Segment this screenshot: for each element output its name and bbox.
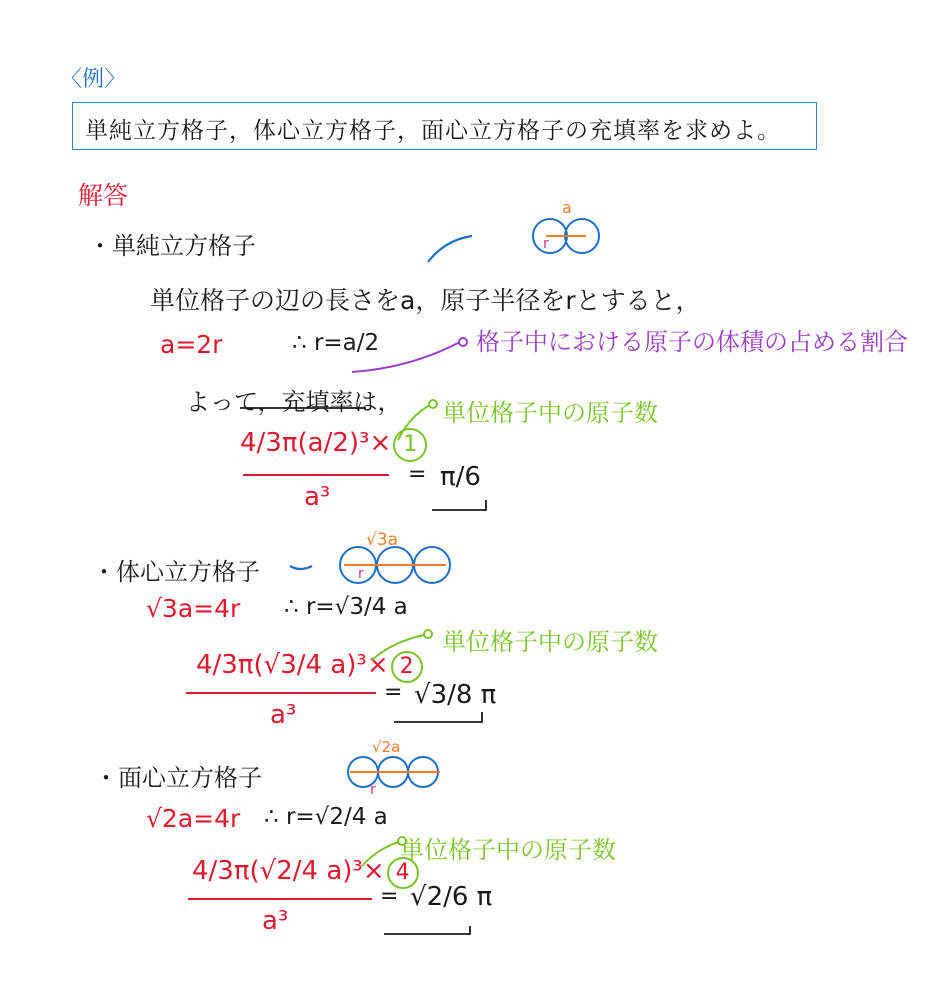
sc-note-atoms: 単位格子中の原子数 — [442, 399, 658, 427]
bcc-numerator-expr: 4/3π(√3/4 a)³× — [196, 650, 389, 680]
sc-numerator-expr: 4/3π(a/2)³× — [240, 428, 392, 458]
fcc-green-arrow — [362, 842, 398, 866]
sc-intro: 単位格子の辺の長さをa，原子半径をrとすると， — [150, 286, 701, 315]
bcc-result: √3/8 π — [414, 680, 497, 710]
fcc-heading: ・面心立方格子 — [94, 764, 262, 792]
fcc-result: √2/6 π — [410, 882, 493, 912]
bcc-note-atoms: 単位格子中の原子数 — [442, 628, 658, 656]
fcc-result-underline — [384, 926, 470, 934]
fcc-diagram-r-label: r — [370, 782, 376, 798]
fcc-denominator: a³ — [262, 906, 289, 936]
sc-green-arrow — [398, 405, 430, 440]
fcc-atoms-count: 4 — [387, 857, 419, 889]
sc-diagram-a-label: a — [562, 198, 572, 217]
bcc-atoms-count: 2 — [391, 651, 423, 683]
bcc-diagram-r-label: r — [358, 566, 364, 582]
sc-denominator: a³ — [304, 482, 331, 512]
fcc-note-atoms: 単位格子中の原子数 — [400, 836, 616, 864]
sc-diagram-r-label: r — [543, 236, 549, 252]
bcc-heading: ・体心立方格子 — [92, 558, 260, 586]
sc-yotte: よって，充填率は， — [186, 388, 402, 416]
bcc-eq1: √3a=4r — [146, 594, 241, 623]
problem-text: 単純立方格子，体心立方格子，面心立方格子の充填率を求めよ。 — [85, 118, 781, 144]
fcc-diagram-a-label: √2a — [372, 738, 401, 756]
bcc-eq2: ∴ r=√3/4 a — [284, 594, 408, 620]
sc-result: π/6 — [440, 462, 481, 492]
bcc-green-dot — [424, 630, 432, 638]
sc-note-ratio: 格子中における原子の体積の占める割合 — [476, 328, 908, 356]
fcc-eq1: √2a=4r — [146, 804, 241, 833]
sc-heading: ・単純立方格子 — [88, 232, 256, 260]
fcc-green-dot — [398, 837, 406, 845]
sc-purple-dot — [459, 338, 467, 346]
sc-atoms-count: 1 — [393, 428, 427, 462]
example-label: 〈例〉 — [60, 67, 127, 92]
sc-eq1: a=2r — [160, 330, 223, 359]
answer-label: 解答 — [78, 181, 129, 210]
sc-equals: = — [408, 462, 427, 487]
sc-eq2: ∴ r=a/2 — [292, 330, 380, 356]
fcc-eq2: ∴ r=√2/4 a — [264, 804, 388, 830]
bcc-diagram-a-label: √3a — [366, 530, 399, 550]
bcc-denominator: a³ — [270, 700, 297, 730]
sc-blue-arrow — [428, 236, 472, 262]
fcc-numerator-expr: 4/3π(√2/4 a)³× — [192, 856, 385, 886]
fcc-equals: = — [380, 884, 399, 909]
bcc-blue-arrow — [290, 566, 312, 569]
bcc-result-underline — [394, 712, 482, 722]
bcc-green-arrow — [372, 635, 424, 660]
bcc-equals: = — [384, 680, 403, 705]
sc-purple-arrow — [352, 342, 460, 372]
sc-result-underline — [432, 500, 486, 510]
sc-green-dot — [429, 400, 437, 408]
